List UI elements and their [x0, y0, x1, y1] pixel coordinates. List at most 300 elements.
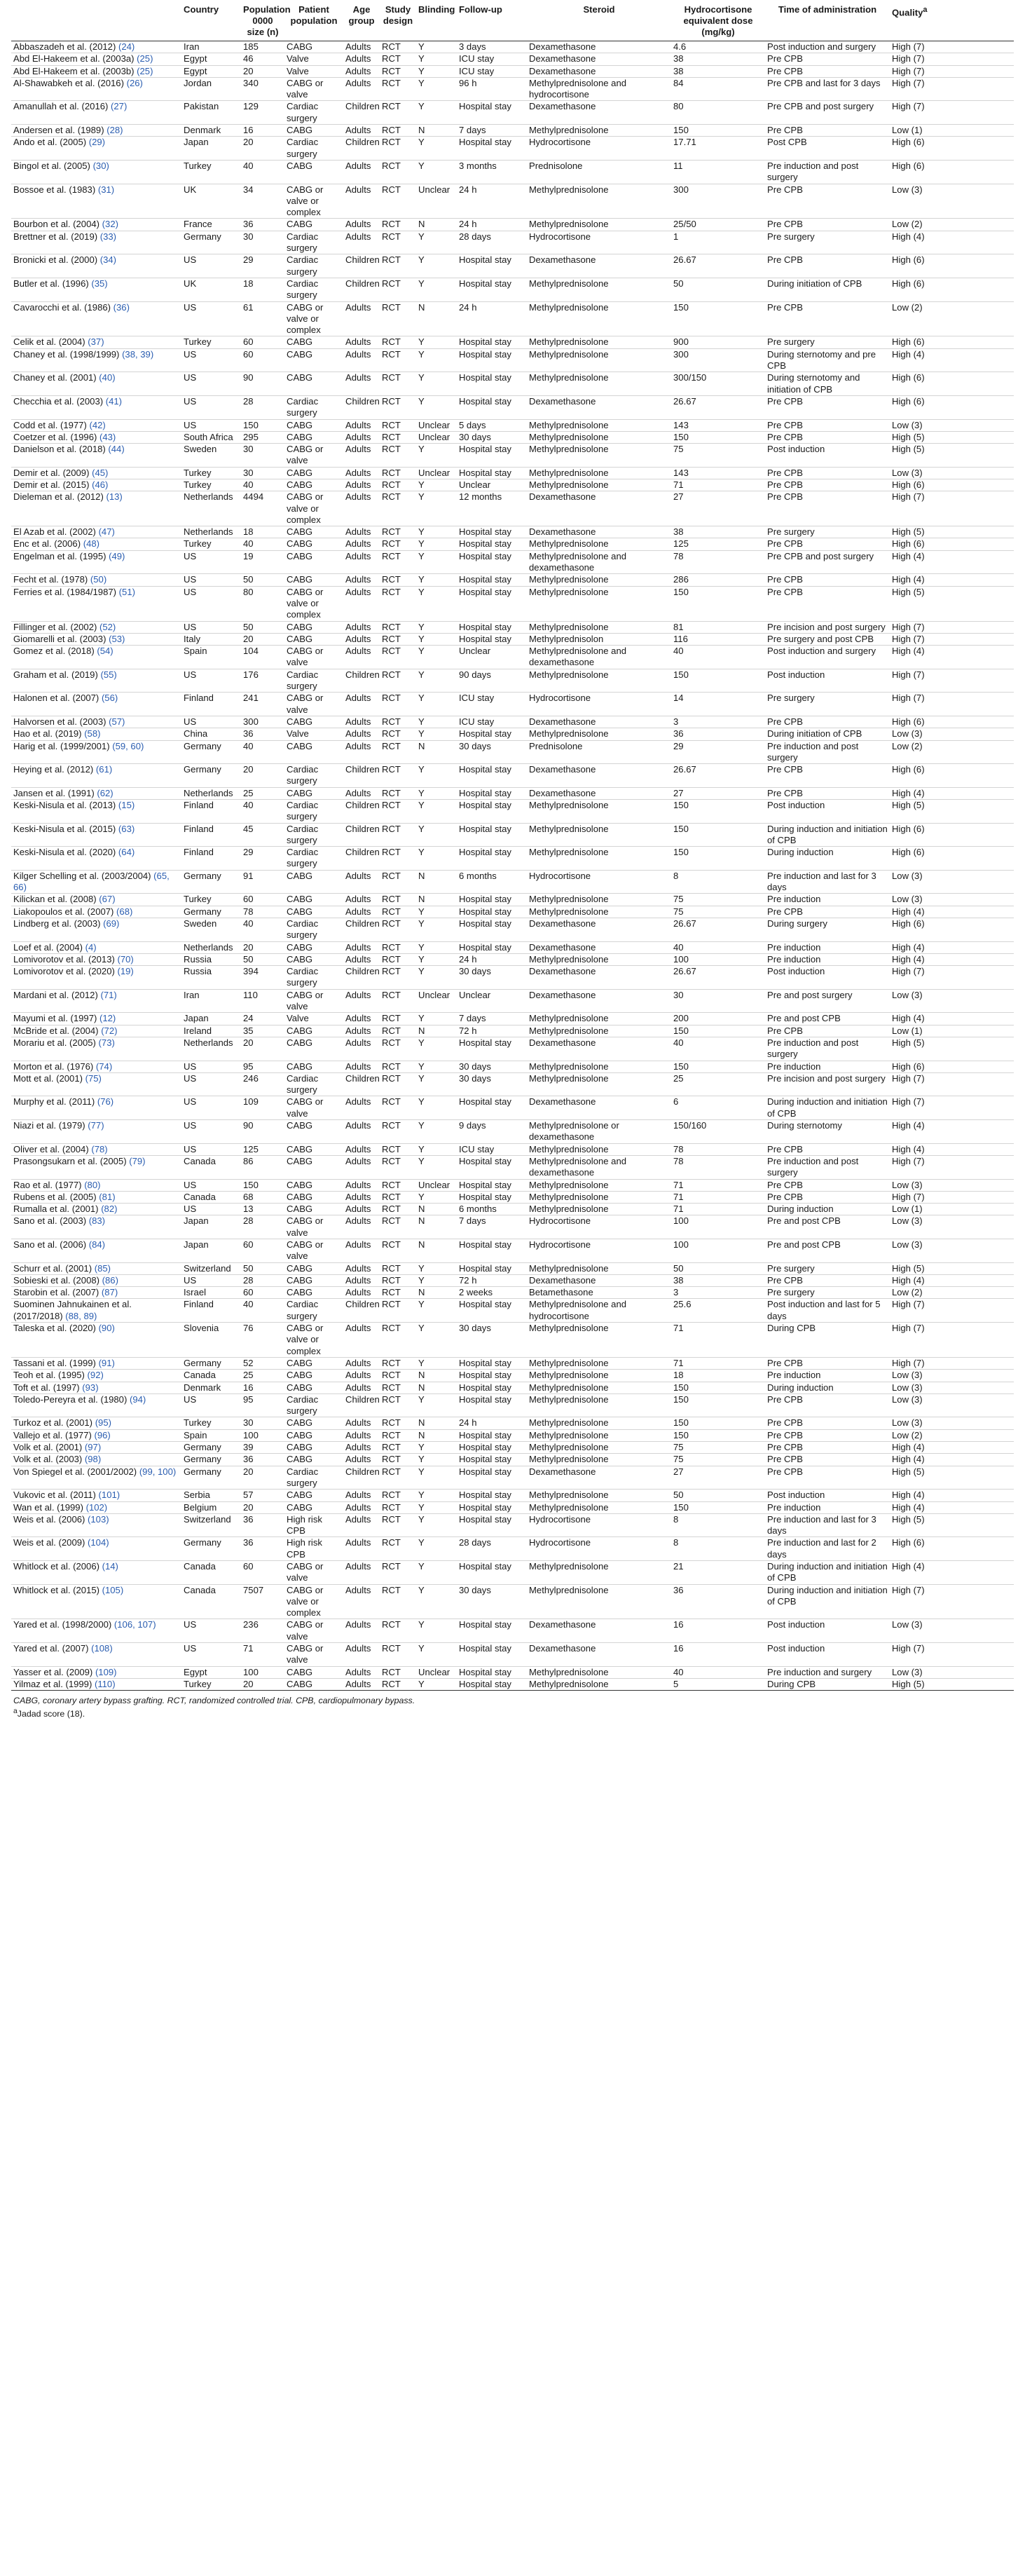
study-reference-link[interactable]: (79): [129, 1155, 146, 1166]
study-reference-link[interactable]: (4): [85, 941, 97, 953]
cell-country: Switzerland: [181, 1262, 241, 1274]
study-reference-link[interactable]: (36): [113, 301, 130, 313]
study-reference-link[interactable]: (96): [94, 1429, 111, 1440]
cell-population: CABG: [284, 372, 343, 396]
cell-steroid: Methylprednisolone: [527, 953, 671, 965]
cell-population: Cardiac surgery: [284, 918, 343, 941]
cell-age: Children: [343, 101, 380, 125]
cell-population: CABG: [284, 526, 343, 538]
cell-followup: Hospital stay: [457, 1454, 527, 1466]
cell-blinding: Y: [416, 1619, 457, 1643]
study-reference-link[interactable]: (86): [102, 1274, 118, 1286]
study-reference-link[interactable]: (65, 66): [13, 870, 170, 893]
cell-quality: Low (2): [890, 1287, 1014, 1299]
study-reference-link[interactable]: (24): [118, 41, 135, 52]
cell-population: CABG or valve: [284, 989, 343, 1013]
study-reference-link[interactable]: (105): [102, 1584, 124, 1595]
study-reference-link[interactable]: (97): [84, 1442, 102, 1453]
study-reference-link[interactable]: (68): [116, 906, 133, 917]
cell-country: US: [181, 1179, 241, 1191]
cell-steroid: Dexamethasone: [527, 1274, 671, 1286]
study-reference-link[interactable]: (67): [99, 894, 116, 905]
cell-population: CABG or valve or complex: [284, 491, 343, 526]
study-reference-link[interactable]: (59, 60): [112, 740, 144, 751]
table-row: [11, 1442, 1014, 1454]
study-reference-link[interactable]: (108): [91, 1643, 113, 1654]
study-reference-link[interactable]: (85): [94, 1262, 111, 1274]
cell-age: Adults: [343, 716, 380, 728]
cell-design: RCT: [380, 1120, 416, 1144]
cell-quality: Low (3): [890, 1179, 1014, 1191]
cell-country: Finland: [181, 1299, 241, 1323]
cell-population: CABG: [284, 1025, 343, 1037]
cell-study: [11, 1429, 181, 1441]
table-row: [11, 1466, 1014, 1490]
cell-design: RCT: [380, 728, 416, 740]
study-reference-link[interactable]: (14): [102, 1561, 118, 1572]
cell-size: 19: [241, 550, 284, 574]
study-reference-link[interactable]: (41): [105, 395, 123, 407]
cell-blinding: Y: [416, 693, 457, 716]
study-name: Weis et al. (2006): [13, 1513, 85, 1525]
study-reference-link[interactable]: (110): [94, 1678, 116, 1689]
study-reference-link[interactable]: (98): [84, 1454, 102, 1465]
study-reference-link[interactable]: (102): [85, 1501, 108, 1513]
cell-followup: 30 days: [457, 740, 527, 764]
study-reference-link[interactable]: (37): [88, 336, 104, 348]
cell-age: Adults: [343, 787, 380, 799]
cell-quality: High (4): [890, 906, 1014, 918]
study-reference-link[interactable]: (38, 39): [122, 348, 154, 360]
cell-dose: 75: [671, 444, 765, 468]
cell-size: 295: [241, 431, 284, 443]
cell-age: Children: [343, 278, 380, 301]
study-reference-link[interactable]: (12): [99, 1013, 116, 1024]
cell-quality: Low (1): [890, 1204, 1014, 1215]
cell-population: CABG or valve: [284, 1215, 343, 1239]
study-reference-link[interactable]: (46): [92, 479, 109, 490]
study-reference-link[interactable]: (51): [118, 586, 135, 597]
study-reference-link[interactable]: (101): [98, 1490, 121, 1501]
cell-dose: 100: [671, 953, 765, 965]
study-reference-link[interactable]: (42): [89, 419, 106, 430]
study-reference-link[interactable]: (25): [137, 53, 153, 64]
study-reference-link[interactable]: (13): [106, 491, 123, 503]
cell-quality: High (5): [890, 526, 1014, 538]
cell-quality: High (7): [890, 1072, 1014, 1096]
table-row: [11, 1061, 1014, 1072]
cell-design: RCT: [380, 847, 416, 871]
cell-study: [11, 646, 181, 669]
table-row: [11, 1191, 1014, 1203]
table-row: [11, 633, 1014, 645]
cell-time: During induction and initiation of CPB: [765, 1584, 890, 1619]
cell-age: Adults: [343, 1204, 380, 1215]
cell-quality: High (7): [890, 1643, 1014, 1667]
study-reference-link[interactable]: (95): [95, 1417, 111, 1429]
study-reference-link[interactable]: (71): [100, 989, 117, 1000]
cell-country: US: [181, 1274, 241, 1286]
cell-followup: 24 h: [457, 301, 527, 336]
cell-time: Pre induction: [765, 1061, 890, 1072]
cell-country: US: [181, 574, 241, 586]
cell-time: Post induction: [765, 1643, 890, 1667]
cell-steroid: Hydrocortisone: [527, 1537, 671, 1561]
cell-dose: 3: [671, 1287, 765, 1299]
cell-study: [11, 1215, 181, 1239]
cell-dose: 40: [671, 646, 765, 669]
study-reference-link[interactable]: (35): [91, 278, 108, 289]
cell-followup: Hospital stay: [457, 918, 527, 941]
cell-dose: 26.67: [671, 918, 765, 941]
table-row: [11, 444, 1014, 468]
cell-quality: High (5): [890, 1678, 1014, 1690]
cell-size: 36: [241, 1537, 284, 1561]
study-reference-link[interactable]: (103): [88, 1513, 109, 1525]
cell-dose: 150: [671, 800, 765, 824]
cell-age: Adults: [343, 160, 380, 184]
cell-quality: High (7): [890, 1584, 1014, 1619]
study-reference-link[interactable]: (27): [111, 101, 128, 112]
cell-blinding: N: [416, 1287, 457, 1299]
study-reference-link[interactable]: (75): [85, 1072, 102, 1084]
cell-dose: 5: [671, 1678, 765, 1690]
cell-size: 57: [241, 1490, 284, 1501]
cell-blinding: Y: [416, 918, 457, 941]
study-reference-link[interactable]: (43): [99, 431, 116, 442]
table-row: [11, 1096, 1014, 1120]
cell-age: Adults: [343, 1323, 380, 1358]
cell-dose: 143: [671, 419, 765, 431]
study-reference-link[interactable]: (72): [101, 1025, 118, 1036]
study-reference-link[interactable]: (19): [117, 966, 134, 977]
study-reference-link[interactable]: (45): [92, 467, 109, 478]
study-reference-link[interactable]: (94): [129, 1393, 146, 1405]
study-reference-link[interactable]: (28): [106, 125, 123, 136]
cell-steroid: Dexamethasone: [527, 53, 671, 65]
cell-dose: 84: [671, 77, 765, 101]
study-reference-link[interactable]: (90): [98, 1323, 115, 1334]
table-row: [11, 716, 1014, 728]
study-reference-link[interactable]: (104): [88, 1537, 109, 1548]
cell-age: Adults: [343, 586, 380, 621]
study-reference-link[interactable]: (106, 107): [113, 1619, 156, 1630]
study-reference-link[interactable]: (63): [118, 823, 135, 834]
cell-study: [11, 764, 181, 788]
cell-followup: 7 days: [457, 125, 527, 137]
cell-population: CABG: [284, 1382, 343, 1393]
study-reference-link[interactable]: (58): [84, 728, 101, 740]
cell-steroid: Methylprednisolone: [527, 431, 671, 443]
study-reference-link[interactable]: (15): [118, 800, 135, 810]
cell-steroid: Methylprednisolone: [527, 1179, 671, 1191]
cell-size: 40: [241, 479, 284, 491]
cell-followup: Hospital stay: [457, 278, 527, 301]
cell-blinding: Y: [416, 444, 457, 468]
cell-study: [11, 137, 181, 161]
cell-quality: Low (3): [890, 1417, 1014, 1429]
cell-design: RCT: [380, 372, 416, 396]
cell-steroid: Prednisolone: [527, 740, 671, 764]
cell-quality: High (7): [890, 1096, 1014, 1120]
cell-design: RCT: [380, 1096, 416, 1120]
study-name: Bronicki et al. (2000): [13, 254, 98, 266]
study-reference-link[interactable]: (25): [137, 65, 153, 76]
cell-size: 36: [241, 1454, 284, 1466]
study-name: Brettner et al. (2019): [13, 231, 98, 242]
cell-country: Netherlands: [181, 1037, 241, 1061]
study-reference-link[interactable]: (48): [83, 538, 100, 550]
study-reference-link[interactable]: (33): [99, 231, 117, 242]
cell-blinding: Y: [416, 137, 457, 161]
table-row: [11, 231, 1014, 254]
cell-age: Adults: [343, 184, 380, 219]
cell-quality: High (5): [890, 800, 1014, 824]
study-reference-link[interactable]: (83): [88, 1215, 106, 1227]
study-reference-link[interactable]: (53): [109, 633, 125, 644]
cell-population: CABG or valve or complex: [284, 1584, 343, 1619]
cell-time: Post induction: [765, 800, 890, 824]
cell-quality: High (7): [890, 1323, 1014, 1358]
cell-steroid: Methylprednisolone: [527, 1025, 671, 1037]
cell-quality: High (4): [890, 574, 1014, 586]
cell-study: [11, 1061, 181, 1072]
cell-design: RCT: [380, 184, 416, 219]
cell-dose: 71: [671, 1204, 765, 1215]
cell-quality: High (4): [890, 1120, 1014, 1144]
cell-time: Pre CPB: [765, 1417, 890, 1429]
cell-population: CABG: [284, 740, 343, 764]
cell-study: [11, 1370, 181, 1382]
cell-followup: Hospital stay: [457, 1262, 527, 1274]
study-reference-link[interactable]: (78): [91, 1143, 108, 1154]
cell-steroid: Methylprednisolone: [527, 1666, 671, 1678]
study-reference-link[interactable]: (87): [101, 1287, 118, 1298]
cell-blinding: N: [416, 1429, 457, 1441]
study-reference-link[interactable]: (69): [103, 918, 120, 929]
cell-quality: High (5): [890, 444, 1014, 468]
study-name: Yilmaz et al. (1999): [13, 1678, 92, 1689]
cell-size: 29: [241, 254, 284, 278]
cell-age: Adults: [343, 740, 380, 764]
cell-age: Adults: [343, 231, 380, 254]
study-name: Halonen et al. (2007): [13, 693, 99, 704]
cell-followup: Hospital stay: [457, 1037, 527, 1061]
study-name: Whitlock et al. (2006): [13, 1561, 99, 1572]
study-reference-link[interactable]: (30): [92, 160, 109, 171]
cell-quality: High (7): [890, 41, 1014, 53]
study-reference-link[interactable]: (91): [98, 1357, 115, 1368]
cell-country: Germany: [181, 1466, 241, 1490]
cell-size: 30: [241, 1417, 284, 1429]
cell-time: Pre CPB: [765, 467, 890, 479]
study-reference-link[interactable]: (77): [88, 1120, 104, 1131]
study-reference-link[interactable]: (61): [95, 764, 113, 775]
study-reference-link[interactable]: (54): [97, 646, 113, 657]
cell-study: [11, 1204, 181, 1215]
cell-followup: Hospital stay: [457, 823, 527, 847]
study-reference-link[interactable]: (73): [98, 1037, 115, 1048]
cell-study: [11, 669, 181, 693]
cell-followup: 24 h: [457, 184, 527, 219]
cell-design: RCT: [380, 1262, 416, 1274]
cell-blinding: Y: [416, 41, 457, 53]
study-reference-link[interactable]: (50): [90, 574, 107, 585]
cell-age: Adults: [343, 1262, 380, 1274]
study-reference-link[interactable]: (55): [100, 669, 117, 680]
cell-population: Cardiac surgery: [284, 966, 343, 990]
cell-steroid: Methylprednisolone: [527, 1501, 671, 1513]
study-reference-link[interactable]: (32): [102, 219, 118, 230]
cell-blinding: Y: [416, 101, 457, 125]
study-reference-link[interactable]: (49): [109, 550, 125, 561]
study-reference-link[interactable]: (52): [99, 621, 116, 632]
cell-time: Post induction and last for 5 days: [765, 1299, 890, 1323]
cell-size: 340: [241, 77, 284, 101]
cell-age: Adults: [343, 1179, 380, 1191]
cell-study: [11, 787, 181, 799]
cell-size: 86: [241, 1155, 284, 1179]
cell-dose: 38: [671, 53, 765, 65]
cell-steroid: Methylprednisolone and hydrocortisone: [527, 1299, 671, 1323]
cell-quality: Low (2): [890, 219, 1014, 231]
cell-quality: High (4): [890, 787, 1014, 799]
cell-age: Adults: [343, 479, 380, 491]
cell-dose: 150: [671, 125, 765, 137]
study-name: Rumalla et al. (2001): [13, 1204, 99, 1215]
table-row: [11, 372, 1014, 396]
study-reference-link[interactable]: (74): [95, 1061, 113, 1072]
cell-study: [11, 1072, 181, 1096]
cell-followup: Unclear: [457, 646, 527, 669]
cell-followup: Hospital stay: [457, 800, 527, 824]
cell-age: Adults: [343, 1143, 380, 1155]
cell-population: CABG: [284, 716, 343, 728]
cell-blinding: Y: [416, 953, 457, 965]
table-row: [11, 1382, 1014, 1393]
study-reference-link[interactable]: (26): [126, 77, 143, 88]
study-name: Loef et al. (2004): [13, 941, 83, 953]
cell-design: RCT: [380, 646, 416, 669]
cell-population: CABG or valve or complex: [284, 586, 343, 621]
table-row: [11, 301, 1014, 336]
cell-followup: Hospital stay: [457, 538, 527, 550]
cell-time: Pre CPB and post surgery: [765, 550, 890, 574]
cell-steroid: Methylprednisolone: [527, 336, 671, 348]
study-reference-link[interactable]: (76): [97, 1096, 114, 1108]
study-reference-link[interactable]: (57): [109, 716, 125, 727]
study-reference-link[interactable]: (40): [99, 372, 116, 383]
table-row: [11, 538, 1014, 550]
study-reference-link[interactable]: (64): [118, 847, 135, 858]
cell-design: RCT: [380, 101, 416, 125]
cell-country: Turkey: [181, 160, 241, 184]
cell-followup: ICU stay: [457, 53, 527, 65]
cell-time: Pre induction: [765, 941, 890, 953]
cell-size: 4494: [241, 491, 284, 526]
cell-age: Children: [343, 1393, 380, 1417]
table-row: [11, 894, 1014, 906]
study-reference-link[interactable]: (82): [101, 1204, 118, 1215]
cell-quality: Low (3): [890, 419, 1014, 431]
study-reference-link[interactable]: (93): [82, 1382, 99, 1393]
study-reference-link[interactable]: (109): [95, 1666, 117, 1677]
cell-quality: Low (3): [890, 728, 1014, 740]
cell-quality: High (4): [890, 348, 1014, 372]
cell-quality: High (6): [890, 764, 1014, 788]
cell-design: RCT: [380, 764, 416, 788]
study-reference-link[interactable]: (80): [84, 1179, 101, 1190]
table-row: [11, 1678, 1014, 1690]
cell-steroid: Methylprednisolone: [527, 1561, 671, 1585]
cell-study: [11, 1262, 181, 1274]
cell-time: Pre and post CPB: [765, 1239, 890, 1262]
cell-time: Pre CPB: [765, 254, 890, 278]
cell-quality: High (4): [890, 1143, 1014, 1155]
cell-time: Pre CPB: [765, 1442, 890, 1454]
cell-time: Pre induction: [765, 953, 890, 965]
cell-quality: Low (3): [890, 870, 1014, 894]
cell-age: Children: [343, 847, 380, 871]
study-reference-link[interactable]: (56): [101, 693, 118, 704]
cell-population: CABG: [284, 894, 343, 906]
cell-population: Valve: [284, 1013, 343, 1025]
study-reference-link[interactable]: (84): [88, 1239, 106, 1250]
cell-size: 185: [241, 41, 284, 53]
cell-steroid: Methylprednisolone: [527, 372, 671, 396]
cell-quality: High (4): [890, 1501, 1014, 1513]
study-reference-link[interactable]: (34): [99, 254, 117, 266]
study-reference-link[interactable]: (44): [108, 444, 125, 455]
cell-steroid: Dexamethasone: [527, 1619, 671, 1643]
cell-blinding: Y: [416, 728, 457, 740]
cell-study: [11, 278, 181, 301]
cell-country: Finland: [181, 693, 241, 716]
cell-population: CABG or valve or complex: [284, 1323, 343, 1358]
cell-quality: High (7): [890, 1299, 1014, 1323]
cell-country: US: [181, 1120, 241, 1144]
cell-dose: 27: [671, 1466, 765, 1490]
cell-time: Post induction and surgery: [765, 646, 890, 669]
study-reference-link[interactable]: (31): [97, 184, 115, 195]
cell-blinding: Y: [416, 1013, 457, 1025]
cell-study: [11, 716, 181, 728]
cell-study: [11, 101, 181, 125]
cell-age: Adults: [343, 953, 380, 965]
study-reference-link[interactable]: (88, 89): [65, 1310, 97, 1321]
cell-design: RCT: [380, 693, 416, 716]
study-reference-link[interactable]: (92): [87, 1370, 104, 1381]
study-reference-link[interactable]: (81): [99, 1191, 116, 1202]
cell-size: 20: [241, 1678, 284, 1690]
cell-study: [11, 1561, 181, 1585]
cell-dose: 300: [671, 348, 765, 372]
study-name: Lomivorotov et al. (2013): [13, 953, 115, 965]
cell-study: [11, 966, 181, 990]
study-reference-link[interactable]: (70): [117, 953, 134, 965]
cell-steroid: Methylprednisolone and hydrocortisone: [527, 77, 671, 101]
cell-time: Post induction: [765, 966, 890, 990]
cell-population: Cardiac surgery: [284, 764, 343, 788]
study-name: Demir et al. (2009): [13, 467, 90, 478]
study-reference-link[interactable]: (62): [97, 787, 113, 798]
study-reference-link[interactable]: (47): [98, 526, 115, 538]
study-reference-link[interactable]: (29): [88, 137, 106, 148]
study-name: Lindberg et al. (2003): [13, 918, 101, 929]
cell-quality: High (7): [890, 1191, 1014, 1203]
study-reference-link[interactable]: (99, 100): [139, 1466, 177, 1477]
cell-age: Adults: [343, 1501, 380, 1513]
